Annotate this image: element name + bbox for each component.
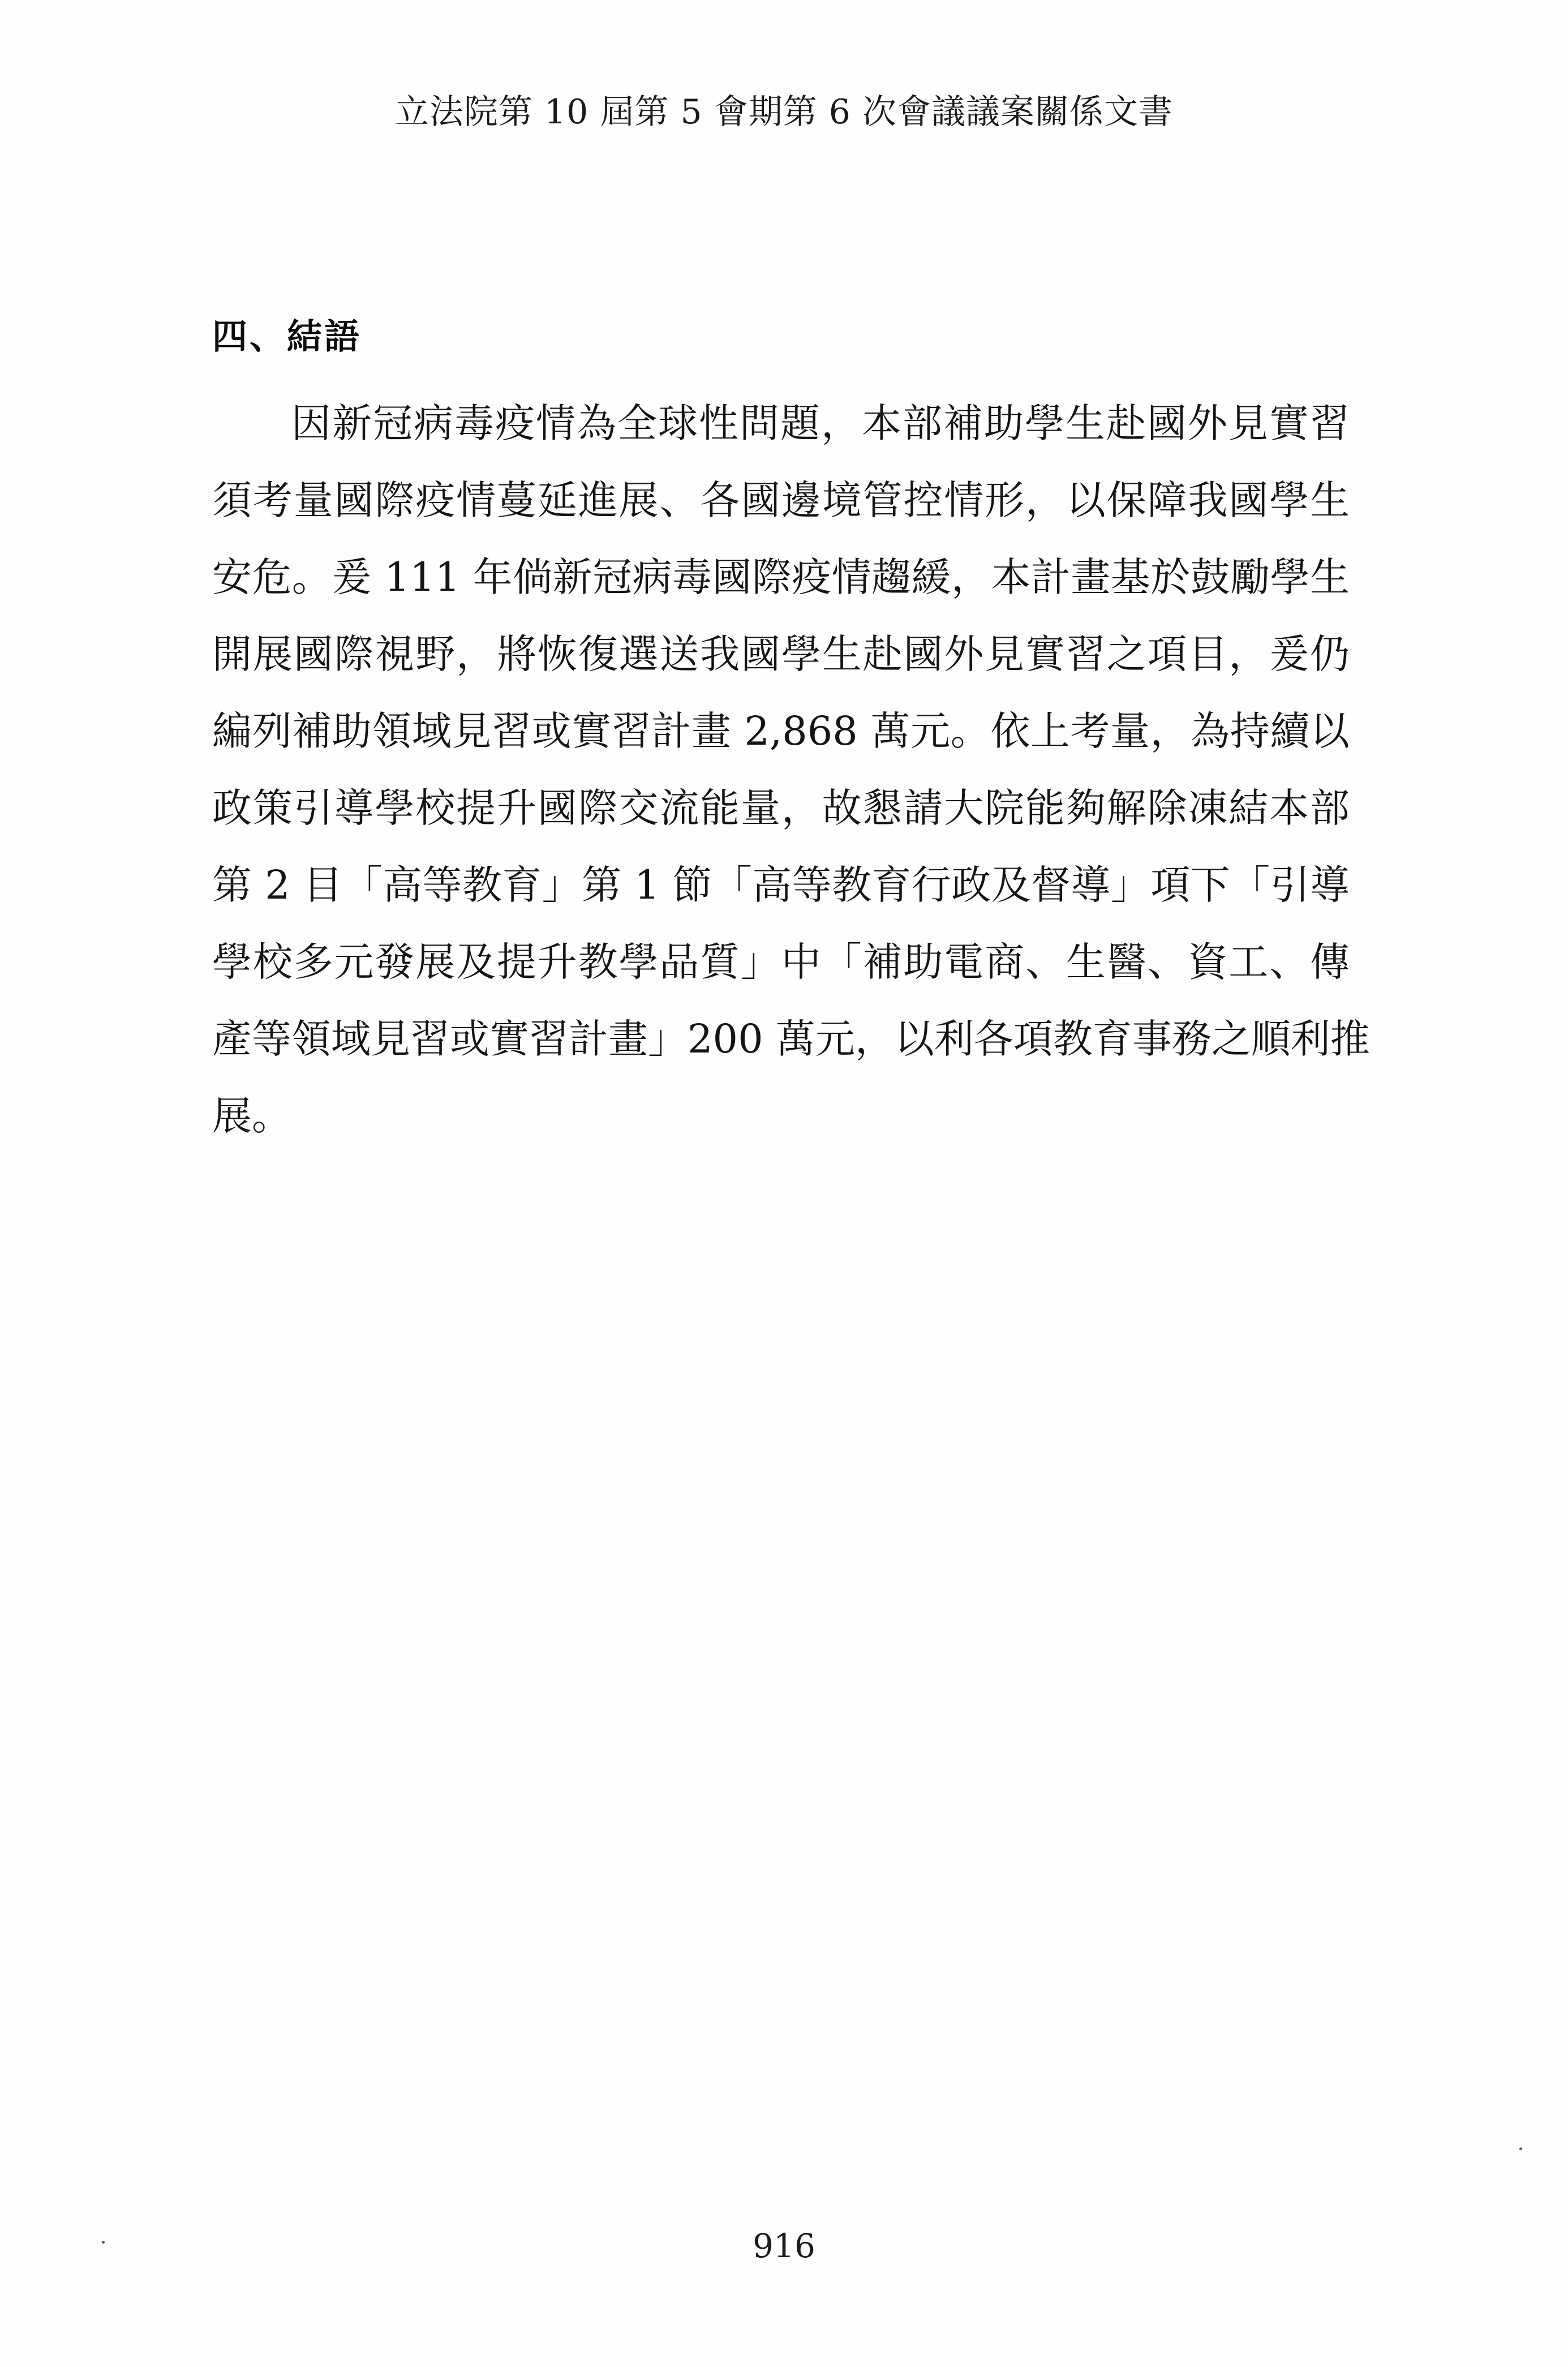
- page-number: 916: [753, 2227, 815, 2265]
- body-paragraph: [212, 385, 1370, 1154]
- section-heading: 四、結語: [212, 316, 362, 357]
- paragraph-line-10: 展。: [212, 1093, 291, 1139]
- paragraph-line-8: 學校多元發展及提升教學品質」中「補助電商、生醫、資工、傳: [212, 939, 1350, 985]
- paragraph-line-9: 產等領域見習或實習計畫」200 萬元，以利各項教育事務之順利推: [212, 1016, 1370, 1062]
- paragraph-line-7: 第 2 目「高等教育」第 1 節「高等教育行政及督導」項下「引導: [212, 862, 1350, 908]
- scan-speck: [102, 2241, 105, 2244]
- scan-speck: [1519, 2147, 1522, 2150]
- paragraph-line-2: 須考量國際疫情蔓延進展、各國邊境管控情形，以保障我國學生: [212, 477, 1350, 523]
- paragraph-line-6: 政策引導學校提升國際交流能量，故懇請大院能夠解除凍結本部: [212, 785, 1350, 831]
- paragraph-line-3: 安危。爰 111 年倘新冠病毒國際疫情趨緩，本計畫基於鼓勵學生: [212, 554, 1350, 600]
- paragraph-line-1: 因新冠病毒疫情為全球性問題，本部補助學生赴國外見實習: [291, 400, 1350, 446]
- paragraph-line-5: 編列補助領域見習或實習計畫 2,868 萬元。依上考量，為持續以: [212, 708, 1350, 754]
- page-header: 立法院第 10 屆第 5 會期第 6 次會議議案關係文書: [394, 92, 1174, 132]
- paragraph-line-4: 開展國際視野，將恢復選送我國學生赴國外見實習之項目，爰仍: [212, 631, 1350, 677]
